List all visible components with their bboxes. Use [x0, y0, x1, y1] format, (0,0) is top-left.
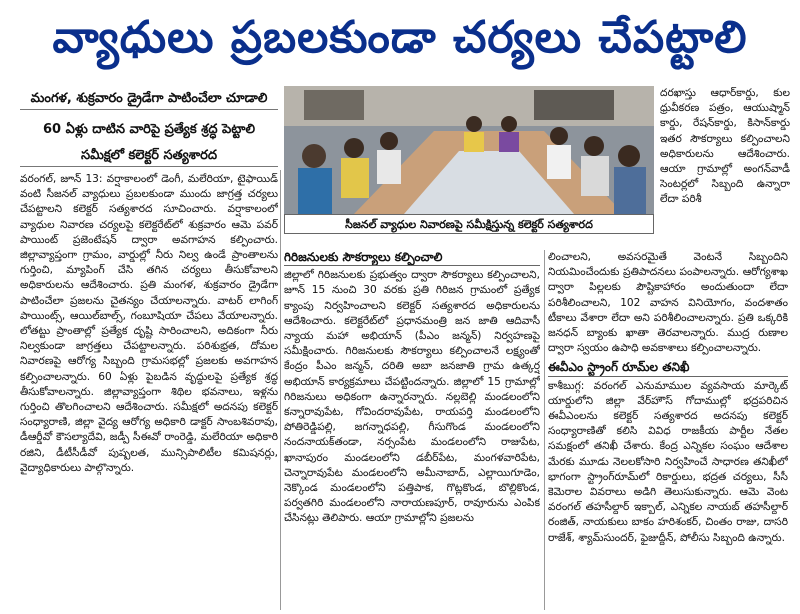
column-divider — [280, 170, 281, 610]
photo-caption: సీజనల్ వ్యాధుల నివారణపై సమీక్షిస్తున్న కలెక్టర్ సత్యశారద — [284, 214, 654, 234]
article-body-main: వరంగల్, జూన్ 13: వర్షాకాలంలో డెంగీ, మలేరియా, టైఫాయిడ్ వంటి సీజనల్ వ్యాధులు ప్రబలకుండా ముందు జాగ్రత్త చర్యలు చేపట్టాలని కలెక్టర్ సత్యశారద సూచించారు. వర్షాకాలంలో వ్యాధుల నివారణ చర్యలపై కలెక్టరేట్‌లో శుక్రవారం ఆమె పవర్ పాయింట్ ప్రజెంటేషన్ ద్వారా అవగాహన కల్పించారు. జిల్లావ్యాప్తంగా గ్రామం, వార్డుల్లో నీరు నిల్వ ఉండే ప్రాంతాలను గుర్తించి, మ్యాపింగ్ చేసి తగిన చర్యలు తీసుకోవాలని అధికారులను ఆదేశించారు. ప్రతి మంగళ, శుక్రవారం డ్రైడేగా పాటించేలా ప్రజలను చైతన్యం చేయాలన్నారు. వాటర్ లాగింగ్ పాయింట్స్, ఆయిల్‌బాల్స్, గంబూషియా చేపలు వేయాలన్నారు. లోతట్టు ప్రాంతాల్లో ప్రత్యేక దృష్టి సారించాలని, అదికంగా నీరు నిల్వకుండా జాగ్రత్తలు చేపట్టాలన్నారు. పరిశుభ్రత, దోమల నివారణపై ఆరోగ్య సిబ్బంది గ్రామసభల్లో ప్రజలకు అవగాహన కల్పించాలన్నారు. 60 ఏళ్లు పైబడిన వృద్ధులపై ప్రత్యేక శ్రద్ధ తీసుకోవాలన్నారు. జిల్లావ్యాప్తంగా శిథిల భవనాలు, ఇళ్లను గుర్తించి తొలగించాలని ఆదేశించారు. సమీక్షలో అదనపు కలెక్టర్ సంధ్యారాణి, జిల్లా వైద్య ఆరోగ్య అధికారి డాక్టర్ సాంబశివరావు, డీఆర్డీవో కౌసల్యాదేవి, జడ్పీ సీఈవో రాంరెడ్డి, మలేరియా అధికారి రజిని, డీటీసీడీవో పుష్పలత, మున్సిపాలిటీల కమిషనర్లు, వైద్యాధికారులు పాల్గొన్నారు. — [20, 173, 278, 474]
article-body-right-top: దరఖాస్తు ఆధార్‌కార్డు, కుల ధ్రువీకరణ పత్రం, ఆయుష్మాన్ కార్డు, రేషన్‌కార్డు, కిసాన్‌కార్డు ఇతర సౌకర్యాలు కల్పించాలని అధికారులను ఆదేశించారు. ఆయా గ్రామాల్లో అంగన్‌వాడీ సెంటర్లలో సిబ్బంది ఉన్నారా లేదా పరిశీ — [660, 87, 790, 206]
subhead-collector: సమీక్షలో కలెక్టర్ సత్యశారద — [20, 146, 278, 167]
article-body-tribal: జిల్లాలో గిరిజనులకు ప్రభుత్వం ద్వారా సౌకర్యాలు కల్పించాలని, జూన్ 15 నుంచి 30 వరకు ప్రతి గిరిజన గ్రామంలో ప్రత్యేక క్యాంపు నిర్వహించాలని కలెక్టర్ సత్యశారద అధికారులను ఆదేశించారు. కలెక్టరేట్‌లో ప్రధానమంత్రి జన జాతి ఆదివాసీ న్యాయ మహా అభియాన్ (పీఎం జన్మన్) నిర్వహణపై సమీక్షించారు. గిరిజనులకు సౌకర్యాలు కల్పించాలనే లక్ష్యంతో కేంద్రం పీఎం జన్మన్, దరితి అబా జనజాతి గ్రామ ఉత్కర్ష అభియాన్ కార్యక్రమాలు చేపట్టిందన్నారు. జిల్లాలో 15 గ్రామాల్లో గిరిజనులు అధికంగా ఉన్నారన్నారు. నల్లబెల్లి మండలంలోని కన్నారావుపేట, గోవిందరావుపేట, రాయపర్తి మండలంలోని పోతిరెడ్డిపల్లి, జగన్నాధపల్లి, గీసుగొండ మండలంలోని నందనాయక్‌తండా, నర్సంపేట మండలంలోని రాజుపేట, ఖానాపురం మండలంలోని డబీర్‌పేట, మంగళవారిపేట, చెన్నారావుపేట మండలంలోని అమీనాబాద్, ఎల్లాయిగూడెం, నెక్కొండ మండలంలోని పత్తిపాక, గొట్లకొండ, బొల్లికొండ, పర్వతగిరి మండలంలోని నారాయణపూర్, రావూరును ఎంపిక చేసినట్లు తెలిపారు. ఆయా గ్రామాల్లోని ప్రజలను — [284, 269, 540, 525]
section-heading-evm: ఈవీఎం స్ట్రాంగ్ రూమ్‌ల తనిఖీ — [548, 360, 788, 376]
article-column-3 — [548, 250, 788, 612]
column-divider — [544, 250, 545, 610]
meeting-photo — [284, 86, 654, 214]
article-column-right-top — [660, 86, 790, 246]
article-body-continued: లించాలని, అవసరమైతే వెంటనే సిబ్బందిని నియమించేందుకు ప్రతిపాదనలు పంపాలన్నారు. ఆరోగ్యశాఖ ద్వారా పిల్లలకు పౌష్టికాహారం అందుతుందా లేదా పరిశీలించాలని, 102 వాహన వినియోగం, వందశాతం టీకాలు వేశారా లేదా అని పరిశీలించాలన్నారు. ప్రతి ఒక్కరికి జనధన్ బ్యాంకు ఖాతా తెరవాలన్నారు. ముద్ర రుణాల ద్వారా స్వయం ఉపాధి అవకాశాలు కల్పించాలన్నారు. — [548, 251, 788, 355]
article-column-1 — [20, 172, 278, 612]
section-heading-tribal: గిరిజనులకు సౌకర్యాలు కల్పించాలి — [284, 250, 540, 266]
article-column-2 — [284, 250, 540, 612]
subhead-dryday: మంగళ, శుక్రవారం డ్రైడేగా పాటించేలా చూడాలి — [20, 89, 278, 110]
headline: వ్యాధులు ప్రబలకుండా చర్యలు చేపట్టాలి — [52, 12, 748, 63]
article-body-evm: కాశీబుగ్గ: వరంగల్ ఎనుమాముల వ్యవసాయ మార్కెట్ యార్డులోని జిల్లా వేర్‌హౌస్ గోదాముల్లో భద్రపరిచిన ఈవీఎంలను కలెక్టర్ సత్యశారద అదనపు కలెక్టర్ సంధ్యారాణితో కలిసి వివిధ రాజకీయ పార్టీల నేతల సమక్షంలో తనిఖీ చేశారు. కేంద్ర ఎన్నికల సంఘం ఆదేశాల మేరకు మూడు నెలలకోసారి నిర్వహించే సాధారణ తనిఖీలో భాగంగా స్ట్రాంగ్‌రూమ్‌లో రికార్డులు, భద్రత చర్యలు, సీసీ కెమెరాల వివరాలు అడిగి తెలుసుకున్నారు. ఆమె వెంట వరంగల్ తహసీల్దార్ ఇక్బాల్, ఎన్నికల నాయబ్ తహసీల్దార్ రంజిత్, నాయకులు బాకం హరిశంకర్, చింతం రాజు, దాసరి రాజేశ్, శ్యామ్‌సుందర్, ఫైజుద్దీన్, పోలీసు సిబ్బంది ఉన్నారు. — [548, 379, 788, 544]
subhead-elderly: 60 ఏళ్లు దాటిన వారిపై ప్రత్యేక శ్రద్ధ పెట్టాలి — [42, 122, 256, 137]
